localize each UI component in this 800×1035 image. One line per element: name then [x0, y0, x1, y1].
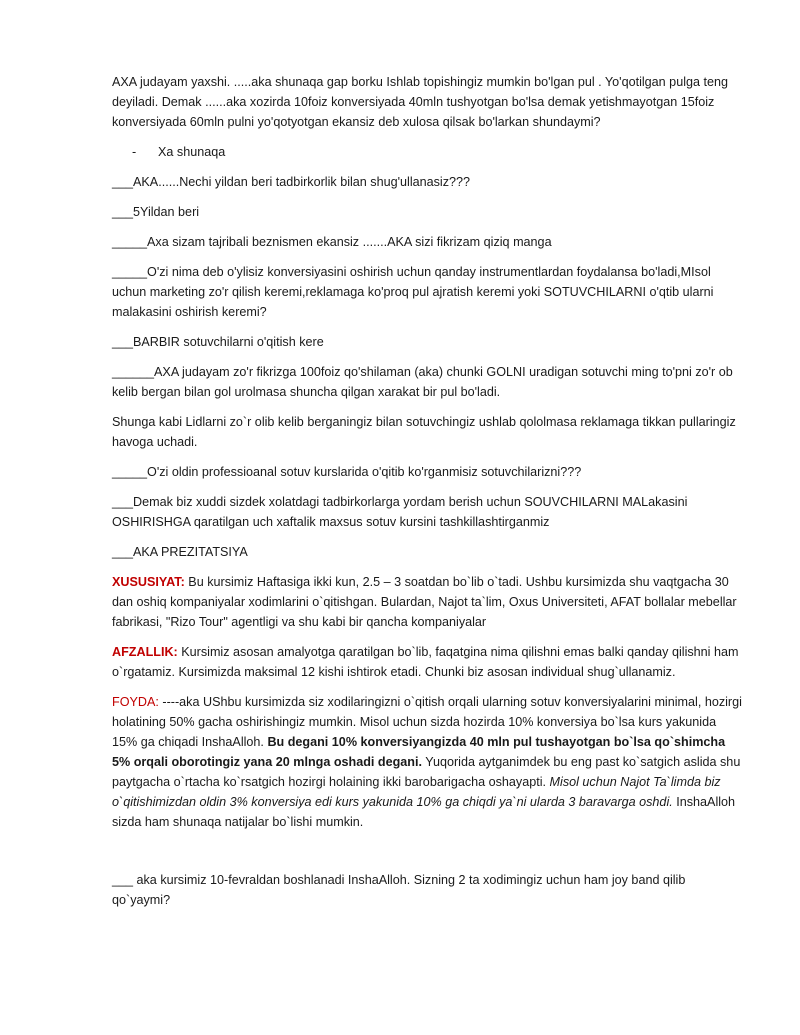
afzallik-label: AFZALLIK: — [112, 645, 178, 659]
spacer — [112, 842, 744, 870]
bullet-dash: - — [132, 145, 137, 159]
bullet-text: Xa shunaqa — [158, 145, 226, 159]
paragraph-11: ___AKA PREZITATSIYA — [112, 545, 248, 559]
paragraph-10: ___Demak biz xuddi sizdek xolatdagi tadbirkorlarga yordam berish uchun SOUVCHILARNI MALakasini OSHIRISHGA qaratilgan uch xaftalik maxsus sotuv kursini tashkillashtirganmiz — [112, 495, 688, 529]
foyda-italic-text: Misol uchun Najot Ta`limda biz o`qitishimizdan oldin 3% konversiya edi kurs yakunida 10% ga chiqdi ya`ni ularda 3 baravarga oshdi. — [112, 775, 721, 809]
foyda-text-1: ----aka UShbu kursimizda siz xodilaringizni o`qitish orqali ularning sotuv konversiyalarini minimal, hozirgi holatining 50% gacha oshirishingiz mumkin. Misol uchun sizda hozirda 10% konversiya bo`lsa kurs yakunida 15% ga chiqadi InshaAlloh. — [112, 695, 742, 749]
bullet-item — [132, 142, 744, 162]
xususiyat-label: XUSUSIYAT: — [112, 575, 185, 589]
paragraph-3: ___5Yildan beri — [112, 205, 200, 219]
paragraph-last: ___ aka kursimiz 10-fevraldan boshlanadi InshaAlloh. Sizning 2 ta xodimingiz uchun ham joy band qilib qo`yaymi? — [112, 873, 686, 907]
paragraph-5: _____O'zi nima deb o'ylisiz konversiyasini oshirish uchun qanday instrumentlardan foydalansa bo'ladi,MIsol uchun marketing zo'r qilish keremi,reklamaga ko'proq pul ajratish keremi yoki SOTUVCHILARNI o'qtib ularni malakasini oshirish keremi? — [112, 265, 714, 319]
foyda-text-2: Yuqorida aytganimdek bu eng past ko`satgich aslida shu paytgacha o`rtacha ko`rsatgich hozirgi holaining ikki barobarigacha oshayapti. — [112, 755, 741, 789]
paragraph-9: _____O'zi oldin professioanal sotuv kurslarida o'qitib ko'rganmisiz sotuvchilarizni??? — [112, 465, 582, 479]
paragraph-7: ______AXA judayam zo'r fikrizga 100foiz qo'shilaman (aka) chunki GOLNI uradigan sotuvchi ming to'pni zo'r ob kelib bergan bilan gol urolmasa shuncha qilgan xarakat bir pul bo'ladi. — [112, 365, 733, 399]
paragraph-6: ___BARBIR sotuvchilarni o'qitish kere — [112, 335, 324, 349]
foyda-text-3: InshaAlloh sizda ham shunaqa natijalar bo`lishi mumkin. — [112, 795, 736, 829]
xususiyat-text: Bu kursimiz Haftasiga ikki kun, 2.5 – 3 soatdan bo`lib o`tadi. Ushbu kursimizda shu vaqtgacha 30 dan oshiq kompaniyalar xodimlarini o`qitishgan. Bulardan, Najot ta`lim, Oxus Universiteti, AFAT bollalar mebellar fabrikasi, "Rizo Tour" agentligi va shu kabi bir qancha kompaniyalar — [112, 575, 737, 629]
paragraph-8: Shunga kabi Lidlarni zo`r olib kelib berganingiz bilan sotuvchingiz ushlab qololmasa reklamaga tikkan pullaringiz havoga uchadi. — [112, 415, 736, 449]
paragraph-1: AXA judayam yaxshi. .....aka shunaqa gap borku Ishlab topishingiz mumkin bo'lgan pul . Yo'qotilgan pulga teng deyiladi. Demak ......aka xozirda 10foiz konversiyada 40mln tushyotgan bo'lsa demak yetishmayotgan 15foiz konversiyada 60mln pulni yo'qotyotgan ekansiz deb xulosa qilsak bo'larkan shundaymi? — [112, 75, 729, 129]
xususiyat-paragraph — [112, 572, 744, 632]
afzallik-text: Kursimiz asosan amalyotga qaratilgan bo`lib, faqatgina nima qilishni emas balki qanday qilishni ham o`rgatamiz. Kursimizda maksimal 12 kishi ishtirok etadi. Chunki biz asosan individual shug`ullanamiz. — [112, 645, 739, 679]
paragraph-4: _____Axa sizam tajribali beznismen ekansiz .......AKA sizi fikrizam qiziq manga — [112, 235, 552, 249]
afzallik-paragraph — [112, 642, 744, 682]
foyda-label: FOYDA: — [112, 695, 159, 709]
foyda-paragraph — [112, 692, 744, 832]
paragraph-2: ___AKA......Nechi yildan beri tadbirkorlik bilan shug'ullanasiz??? — [112, 175, 471, 189]
foyda-bold-text: Bu degani 10% konversiyangizda 40 mln pul tushayotgan bo`lsa qo`shimcha 5% orqali oborotingiz yana 20 mlnga oshadi degani. — [112, 735, 726, 769]
document-page — [112, 72, 744, 920]
